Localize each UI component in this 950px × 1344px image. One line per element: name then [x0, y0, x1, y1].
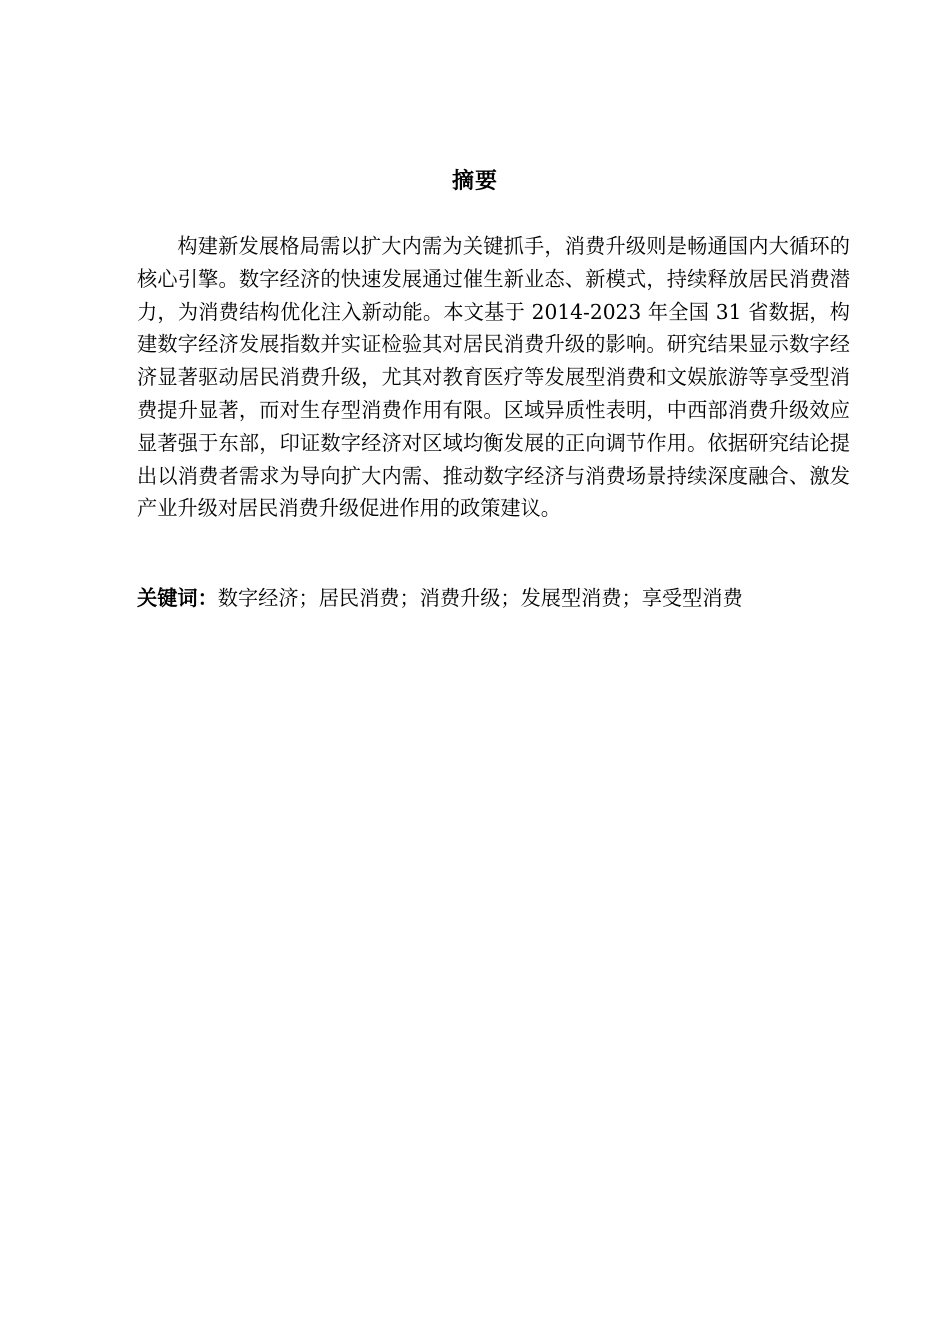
keywords-list: 数字经济；居民消费；消费升级；发展型消费；享受型消费 [217, 586, 743, 610]
keywords-label: 关键词： [137, 586, 218, 610]
abstract-paragraph: 构建新发展格局需以扩大内需为关键抓手，消费升级则是畅通国内大循环的核心引擎。数字经济的快速发展通过催生新业态、新模式，持续释放居民消费潜力，为消费结构优化注入新动能。本文基于 2014-2023 年全国 31 省数据，构建数字经济发展指数并实证检验其对居民消费升级的影响。研究结果显示数字经济显著驱动居民消费升级，尤其对教育医疗等发展型消费和文娱旅游等享受型消费提升显著，而对生存型消费作用有限。区域异质性表明，中西部消费升级效应显著强于东部，印证数字经济对区域均衡发展的正向调节作用。依据研究结论提出以消费者需求为导向扩大内需、推动数字经济与消费场景持续深度融合、激发产业升级对居民消费升级促进作用的政策建议。 [137, 234, 850, 521]
keywords-line [137, 582, 850, 614]
abstract-title: 摘要 [451, 169, 498, 194]
